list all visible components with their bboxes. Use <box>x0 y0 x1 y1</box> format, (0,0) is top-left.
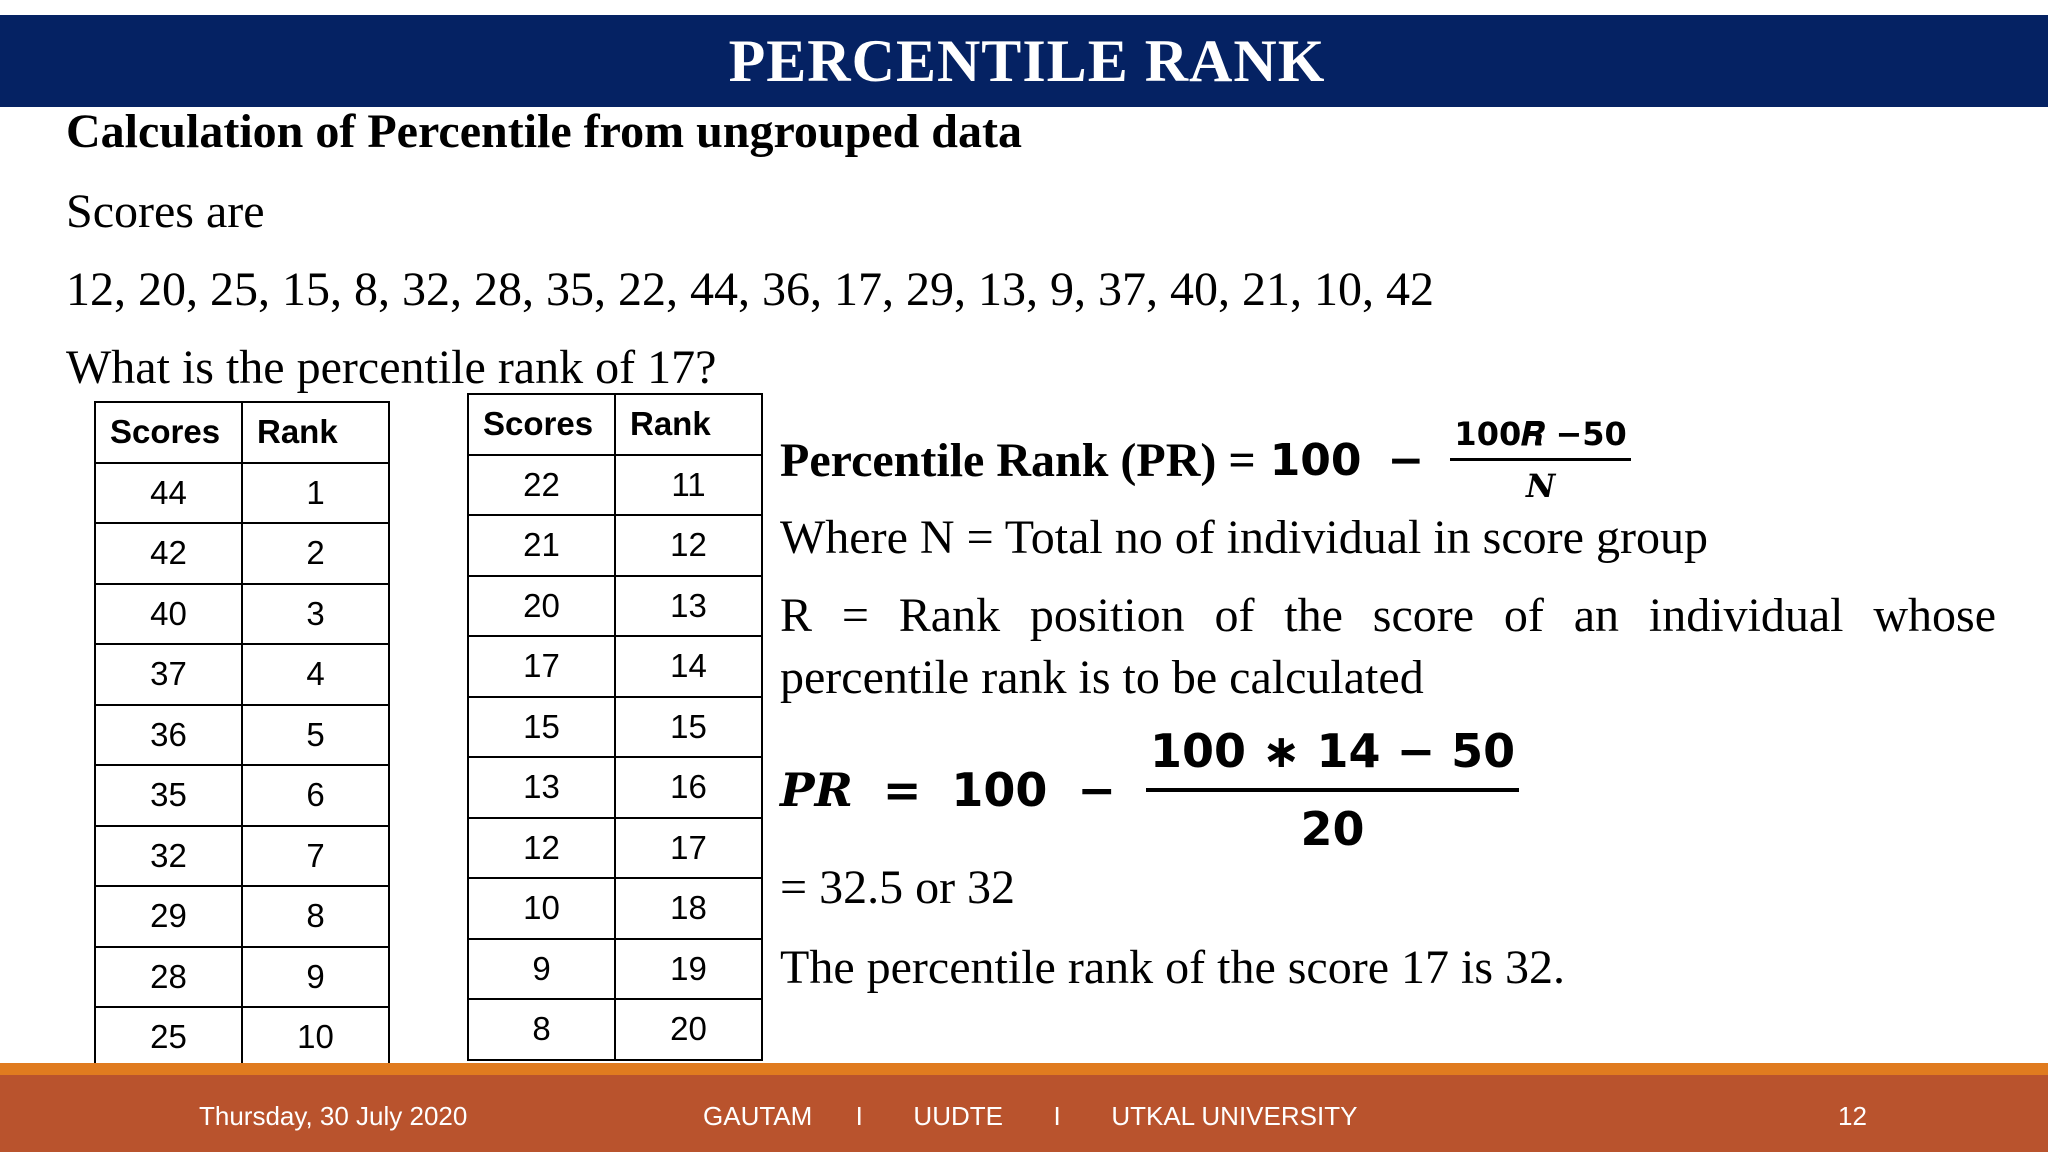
rank-cell: 10 <box>242 1007 389 1068</box>
rank-cell: 18 <box>615 878 762 939</box>
question-text: What is the percentile rank of 17? <box>66 341 717 394</box>
calculation-formula <box>780 724 1519 856</box>
table-row <box>95 947 389 1008</box>
table-header-row <box>468 394 762 455</box>
score-cell: 17 <box>468 636 615 697</box>
rank-cell: 13 <box>615 576 762 637</box>
r-definition-line2: percentile rank is to be calculated <box>780 651 1424 704</box>
table-row <box>95 705 389 766</box>
score-cell: 37 <box>95 644 242 705</box>
rank-cell: 19 <box>615 939 762 1000</box>
rank-cell: 2 <box>242 523 389 584</box>
table-row <box>468 818 762 879</box>
table-row <box>468 939 762 1000</box>
score-cell: 9 <box>468 939 615 1000</box>
formula-denominator: N <box>1525 467 1556 505</box>
scores-list: 12, 20, 25, 15, 8, 32, 28, 35, 22, 44, 36, 17, 29, 13, 9, 37, 40, 21, 10, 42 <box>66 263 1434 316</box>
footer-date: Thursday, 30 July 2020 <box>199 1101 468 1131</box>
score-cell: 21 <box>468 515 615 576</box>
table-row <box>468 999 762 1060</box>
calc-denominator: 20 <box>1300 802 1365 856</box>
table-row <box>468 515 762 576</box>
table-row <box>468 757 762 818</box>
rank-cell: 5 <box>242 705 389 766</box>
table-row <box>95 1007 389 1068</box>
score-cell: 25 <box>95 1007 242 1068</box>
table-row <box>468 576 762 637</box>
rank-cell: 12 <box>615 515 762 576</box>
table-row <box>95 584 389 645</box>
footer-institution: GAUTAM I UUDTE I UTKAL UNIVERSITY <box>703 1101 1358 1131</box>
table-row <box>468 455 762 516</box>
column-header-scores: Scores <box>95 402 242 463</box>
r-definition-line1: R = Rank position of the score of an individual whose <box>780 589 1996 642</box>
column-header-rank: Rank <box>242 402 389 463</box>
table-row <box>95 765 389 826</box>
column-header-rank: Rank <box>615 394 762 455</box>
score-cell: 42 <box>95 523 242 584</box>
formula-fraction <box>1450 415 1630 505</box>
calc-lhs: PR <box>780 763 853 817</box>
score-cell: 20 <box>468 576 615 637</box>
score-cell: 8 <box>468 999 615 1060</box>
score-cell: 10 <box>468 878 615 939</box>
scores-intro: Scores are <box>66 185 265 238</box>
score-cell: 12 <box>468 818 615 879</box>
slide-title: PERCENTILE RANK <box>728 27 1326 94</box>
table-row <box>95 826 389 887</box>
formula-numerator: 100𝑹 −50 <box>1450 415 1630 461</box>
table-row <box>95 523 389 584</box>
rank-cell: 17 <box>615 818 762 879</box>
rank-cell: 3 <box>242 584 389 645</box>
top-strip <box>0 0 2048 15</box>
formula-label: Percentile Rank (PR) = <box>780 433 1256 487</box>
score-cell: 35 <box>95 765 242 826</box>
rank-cell: 8 <box>242 886 389 947</box>
score-cell: 44 <box>95 463 242 524</box>
footer-accent-line <box>0 1063 2048 1075</box>
footer-bar <box>0 1075 2048 1152</box>
table-row <box>468 878 762 939</box>
calc-numerator: 100 ∗ 14 − 50 <box>1146 724 1519 792</box>
result-text: = 32.5 or 32 <box>780 861 1016 914</box>
score-cell: 29 <box>95 886 242 947</box>
rank-cell: 1 <box>242 463 389 524</box>
rank-cell: 16 <box>615 757 762 818</box>
table-row <box>468 636 762 697</box>
calc-equals: = <box>882 763 922 817</box>
score-cell: 15 <box>468 697 615 758</box>
conclusion-text: The percentile rank of the score 17 is 32. <box>780 941 1566 994</box>
calc-fraction <box>1146 724 1519 856</box>
table-header-row <box>95 402 389 463</box>
calc-lead: 100 <box>951 763 1048 817</box>
rank-cell: 9 <box>242 947 389 1008</box>
score-cell: 36 <box>95 705 242 766</box>
percentile-rank-formula <box>780 415 1631 505</box>
table-row <box>95 644 389 705</box>
formula-lead: 100 <box>1269 434 1362 486</box>
column-header-scores: Scores <box>468 394 615 455</box>
title-bar <box>0 15 2048 107</box>
rank-table-right <box>467 393 763 1061</box>
n-definition: Where N = Total no of individual in score group <box>780 511 1708 564</box>
rank-cell: 7 <box>242 826 389 887</box>
section-heading: Calculation of Percentile from ungrouped data <box>66 105 1022 158</box>
score-cell: 32 <box>95 826 242 887</box>
score-cell: 22 <box>468 455 615 516</box>
rank-cell: 6 <box>242 765 389 826</box>
footer-page-number: 12 <box>1838 1101 1867 1131</box>
rank-cell: 4 <box>242 644 389 705</box>
table-row <box>95 463 389 524</box>
score-cell: 40 <box>95 584 242 645</box>
rank-cell: 11 <box>615 455 762 516</box>
calc-minus: − <box>1077 763 1116 817</box>
formula-minus: − <box>1387 434 1425 486</box>
rank-cell: 15 <box>615 697 762 758</box>
rank-cell: 14 <box>615 636 762 697</box>
rank-cell: 20 <box>615 999 762 1060</box>
score-cell: 13 <box>468 757 615 818</box>
table-row <box>468 697 762 758</box>
rank-table-left <box>94 401 390 1069</box>
table-row <box>95 886 389 947</box>
score-cell: 28 <box>95 947 242 1008</box>
